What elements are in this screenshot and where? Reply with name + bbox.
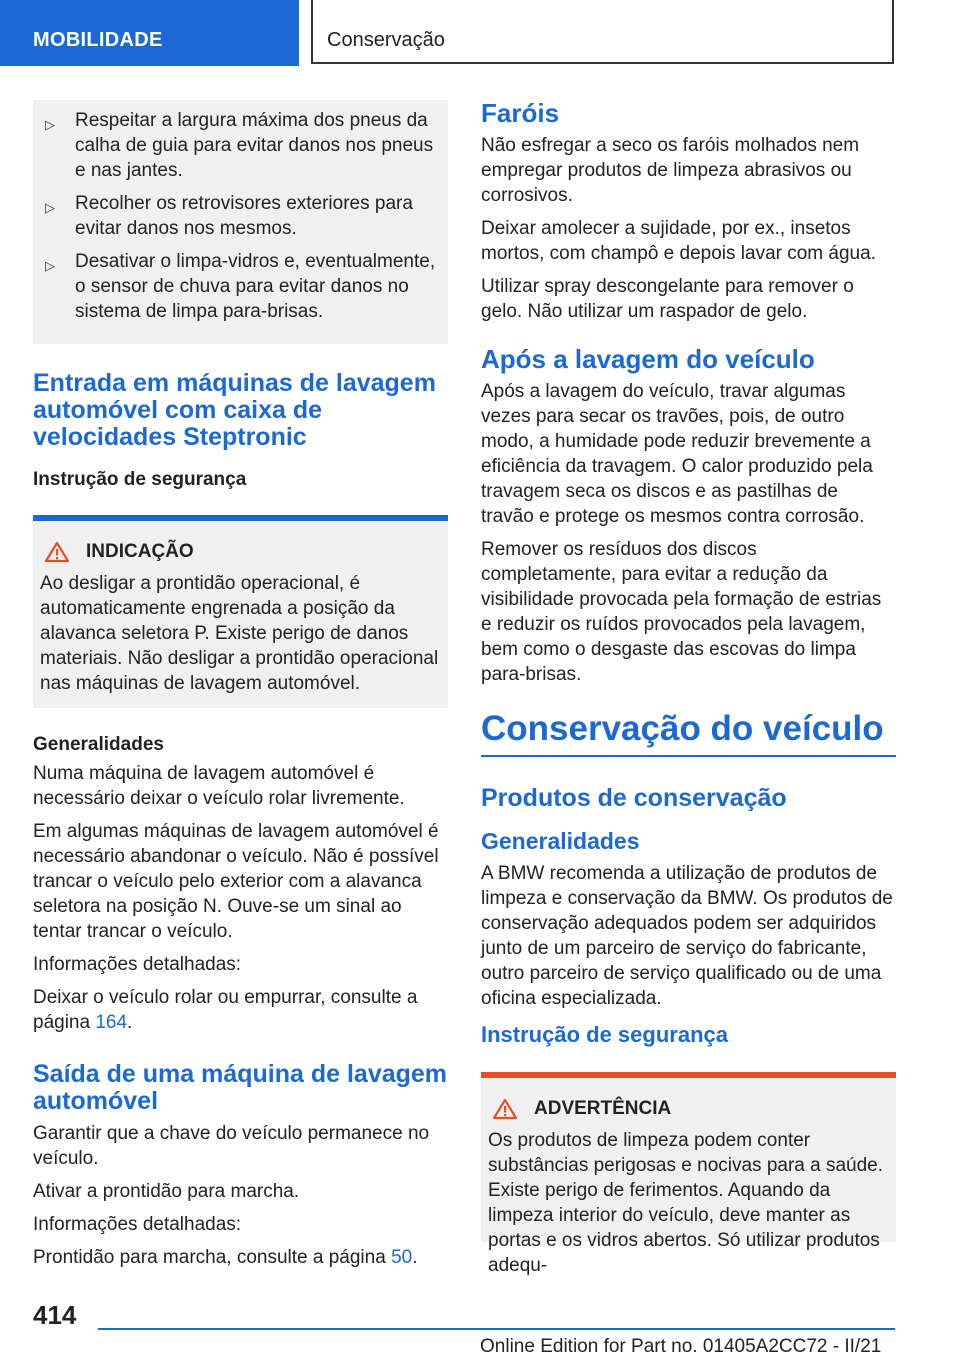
bullet-list (33, 108, 448, 324)
left-column (33, 100, 448, 1278)
page-link[interactable]: 164 (95, 1012, 128, 1033)
general-heading: Generalidades (33, 734, 164, 755)
notice-title-row (40, 541, 440, 563)
chapter-title: Conservação (327, 29, 445, 51)
general-heading: Generalidades (481, 828, 640, 854)
paragraph: Informações detalhadas: (33, 954, 242, 975)
paragraph: Prontidão para marcha, consulte a página 50. (33, 1247, 418, 1268)
section-tab (0, 0, 299, 66)
warning-triangle-icon (44, 541, 70, 563)
paragraph: Deixar o veículo rolar ou empurrar, consulte a página 164. (33, 987, 418, 1033)
list-item: ▷ Desativar o limpa-vidros e, eventualmente, o sensor de chuva para evitar danos no sistema de limpa para-brisas. (45, 251, 436, 322)
triangle-bullet-icon: ▷ (45, 200, 55, 215)
safety-heading: Instrução de segurança (481, 1022, 728, 1047)
section-heading: Faróis (481, 98, 560, 128)
paragraph: Após a lavagem do veículo, travar algumas vezes para secar os travões, pois, de outro modo, a humidade pode reduzir brevemente a eficiência da travagem. O calor produzido pela travagem seca os discos e as pastilhas de travão e protege os mesmos contra corrosão. (481, 381, 873, 527)
paragraph: Ativar a prontidão para marcha. (33, 1181, 300, 1202)
warning-box (481, 1072, 896, 1276)
subsection-heading: Produtos de conservação (481, 784, 787, 812)
chapter-tab (311, 0, 894, 64)
notice-box (33, 515, 448, 708)
warning-text: Os produtos de limpeza podem conter substâncias perigosas e nocivas para a saúde. Existe perigo de ferimentos. Aquando da limpeza interior do veículo, deve manter as portas e os vidros abertos. Só utilizar produtos adequ- (488, 1130, 884, 1276)
list-item: ▷ Recolher os retrovisores exteriores para evitar danos nos mesmos. (45, 193, 413, 239)
warning-triangle-icon (492, 1098, 518, 1120)
paragraph: A BMW recomenda a utilização de produtos de limpeza e conservação da BMW. Os produtos de conservação adequados podem ser adquiridos junto de um parceiro de serviço do fabricante, outro parceiro de serviço qualificado ou de uma oficina especializada. (481, 863, 893, 1009)
paragraph: Garantir que a chave do veículo permanece no veículo. (33, 1123, 430, 1169)
bullet-box (33, 100, 448, 344)
list-item: ▷ Respeitar a largura máxima dos pneus da calha de guia para evitar danos nos pneus e nas jantes. (45, 110, 434, 181)
section-heading: Saída de uma máquina de lavagem automóvel (33, 1060, 448, 1115)
paragraph: Deixar amolecer a sujidade, por ex., insetos mortos, com champô e depois lavar com água. (481, 218, 876, 264)
notice-text: Ao desligar a prontidão operacional, é automaticamente engrenada a posição da alavanca seletora P. Existe perigo de danos materiais. Não desligar a prontidão operacional nas máquinas de lavagem automóvel. (40, 573, 439, 694)
section-heading: Entrada em máquinas de lavagem automóvel com caixa de velocidades Steptronic (33, 369, 436, 451)
section-heading: Após a lavagem do veículo (481, 344, 815, 374)
paragraph: Remover os resíduos dos discos completamente, para evitar a redução da visibilidade provocada pela formação de estrias e reduzir os ruídos provocados pela lavagem, bem como o desgaste das escovas do limpa para-brisas. (481, 539, 882, 685)
triangle-bullet-icon: ▷ (45, 117, 55, 132)
footer-divider (98, 1328, 895, 1330)
paragraph: Informações detalhadas: (33, 1214, 242, 1235)
right-column (481, 98, 896, 1276)
section-title: MOBILIDADE (33, 29, 163, 51)
footer-text: Online Edition for Part no. 01405A2CC72 - II/21 (480, 1336, 882, 1357)
page-link[interactable]: 50 (391, 1247, 413, 1268)
page-number: 414 (33, 1300, 77, 1330)
paragraph: Não esfregar a seco os faróis molhados nem empregar produtos de limpeza abrasivos ou corrosivos. (481, 135, 860, 206)
notice-title: INDICAÇÃO (86, 541, 194, 562)
paragraph: Em algumas máquinas de lavagem automóvel é necessário abandonar o veículo. Não é possível trancar o veículo pelo exterior com a alavanca seletora na posição N. Ouve-se um sinal ao tentar trancar o veículo. (33, 821, 439, 942)
warning-title-row (488, 1098, 888, 1120)
chapter-heading: Conservação do veículo (481, 709, 896, 757)
triangle-bullet-icon: ▷ (45, 258, 55, 273)
paragraph: Numa máquina de lavagem automóvel é necessário deixar o veículo rolar livremente. (33, 763, 405, 809)
warning-title: ADVERTÊNCIA (534, 1098, 672, 1119)
safety-heading: Instrução de segurança (33, 469, 247, 490)
paragraph: Utilizar spray descongelante para remover o gelo. Não utilizar um raspador de gelo. (481, 276, 854, 322)
